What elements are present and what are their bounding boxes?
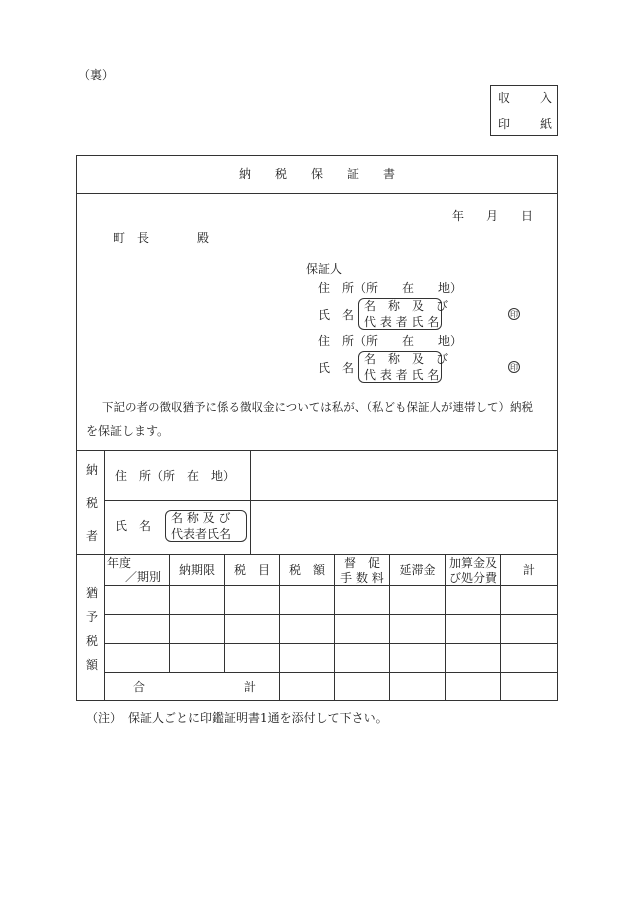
form-title: 納 税 保 証 書 bbox=[238, 167, 395, 181]
header-amount: 税 額 bbox=[288, 563, 325, 577]
deferred-side-2: 予 bbox=[86, 610, 99, 624]
guarantor-1-address-label: 住 所（所 在 地） bbox=[318, 281, 463, 295]
stamp-label-2a: 印 bbox=[498, 117, 511, 131]
header-year: 年度 bbox=[107, 556, 132, 570]
guarantor-1-note-1: 名 称 及 び bbox=[364, 299, 449, 313]
taxpayer-note-1: 名 称 及 び bbox=[171, 511, 231, 525]
statement-line-2: を保証します。 bbox=[86, 424, 170, 438]
header-fee-2: 手 数 料 bbox=[340, 571, 384, 585]
header-total: 計 bbox=[522, 563, 535, 577]
stamp-label-1a: 収 bbox=[498, 91, 511, 105]
header-fee-1: 督 促 bbox=[343, 556, 380, 570]
date-month: 月 bbox=[486, 209, 499, 223]
deferred-side-4: 額 bbox=[86, 658, 99, 672]
sum-label-1: 合 bbox=[133, 680, 146, 694]
stamp-label-2b: 紙 bbox=[540, 117, 553, 131]
header-period: ／期別 bbox=[125, 570, 162, 584]
guarantor-2-note-2: 代 表 者 氏 名 bbox=[364, 368, 440, 382]
reverse-mark: （裏） bbox=[78, 68, 115, 82]
deferred-side-3: 税 bbox=[86, 634, 99, 648]
guarantor-2-note-1: 名 称 及 び bbox=[364, 352, 449, 366]
date-day: 日 bbox=[521, 209, 534, 223]
sum-label-2: 計 bbox=[244, 680, 257, 694]
addressee-town: 町 長 bbox=[113, 231, 150, 245]
guarantor-2-address-label: 住 所（所 在 地） bbox=[318, 334, 463, 348]
taxpayer-side-3: 者 bbox=[86, 529, 99, 543]
statement-line-1: 下記の者の徴収猶予に係る徴収金については私が、（私ども保証人が連帯して）納税 bbox=[102, 400, 534, 414]
taxpayer-note-2: 代表者氏名 bbox=[171, 527, 232, 541]
taxpayer-side-1: 納 bbox=[86, 463, 99, 477]
guarantor-1-seal-icon: 印 bbox=[510, 310, 518, 319]
footnote: （注） 保証人ごとに印鑑証明書1通を添付して下さい。 bbox=[86, 711, 388, 725]
header-due: 納期限 bbox=[178, 563, 215, 577]
guarantor-1-name-label: 氏 名 bbox=[318, 308, 355, 322]
header-add-2: び処分費 bbox=[448, 571, 497, 585]
header-item: 税 目 bbox=[233, 563, 270, 577]
taxpayer-side-2: 税 bbox=[86, 496, 99, 510]
addressee-honorific: 殿 bbox=[197, 231, 210, 245]
guarantor-2-name-label: 氏 名 bbox=[318, 361, 355, 375]
taxpayer-address-label: 住 所（所 在 地） bbox=[115, 469, 236, 483]
guarantor-2-seal-icon: 印 bbox=[510, 363, 518, 372]
date-year: 年 bbox=[452, 209, 465, 223]
stamp-label-1b: 入 bbox=[540, 91, 553, 105]
guarantor-1-note-2: 代 表 者 氏 名 bbox=[364, 315, 440, 329]
taxpayer-name-label: 氏 名 bbox=[115, 519, 152, 533]
guarantor-label: 保証人 bbox=[306, 262, 343, 276]
header-late: 延滞金 bbox=[399, 563, 436, 577]
header-add-1: 加算金及 bbox=[448, 556, 497, 570]
deferred-side-1: 猶 bbox=[86, 586, 99, 600]
